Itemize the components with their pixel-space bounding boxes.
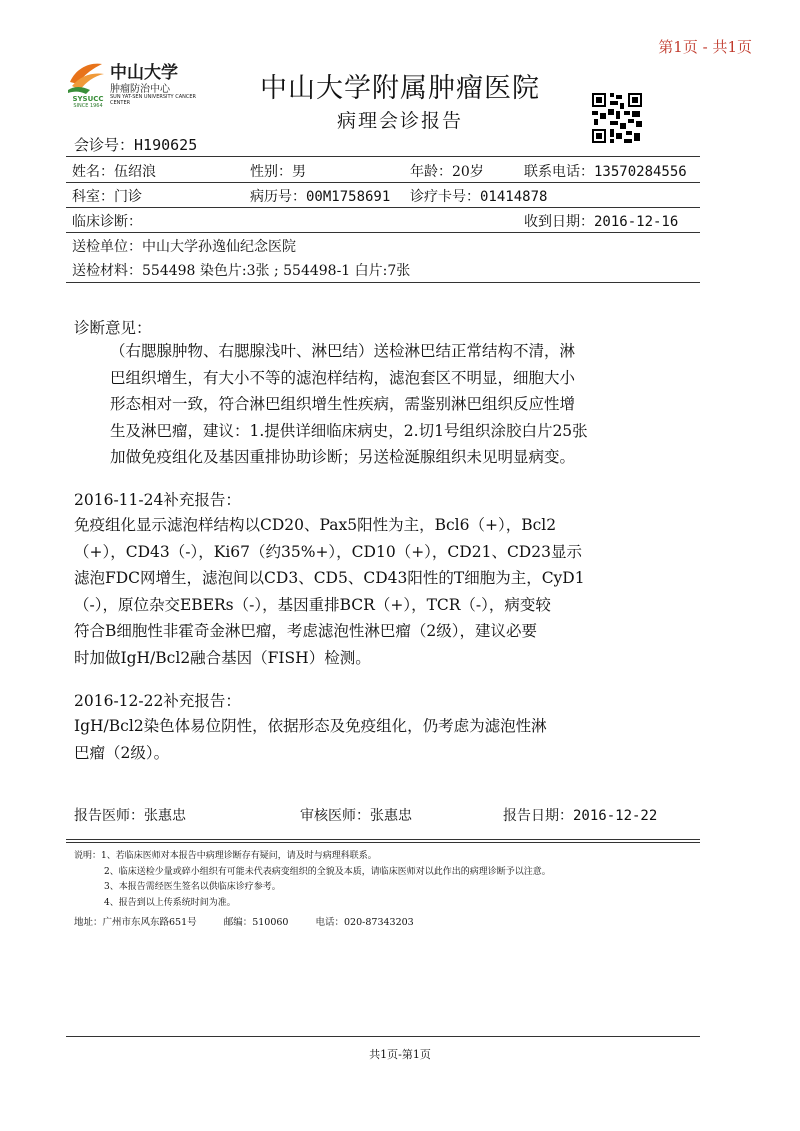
divider [66, 842, 700, 843]
patient-row-2 [72, 183, 698, 207]
patient-gender: 性别：男 [250, 164, 306, 180]
patient-record-no: 病历号：00M1758691 [250, 189, 391, 205]
text-line: 生及淋巴瘤，建议：1.提供详细临床病史，2.切1号组织涂胶白片25张 [110, 421, 588, 440]
clinical-diagnosis-label: 临床诊断： [72, 214, 142, 230]
patient-row-3 [72, 208, 698, 232]
hospital-name: 中山大学附属肿瘤医院 [260, 73, 540, 104]
received-date: 收到日期：2016-12-16 [524, 214, 679, 230]
diagnosis-text [110, 338, 700, 471]
note-item: 2、临床送检少量或碎小组织有可能未代表病变组织的全貌及本质，请临床医师对以此作出的病理诊断予以注意。 [104, 866, 551, 877]
supplement-2-text [74, 713, 700, 766]
text-line: 时加做IgH/Bcl2融合基因（FISH）检测。 [74, 648, 371, 667]
text-line: （+），CD43（-），Ki67（约35%+），CD10（+），CD21、CD23显示 [74, 542, 582, 561]
patient-dept: 科室：门诊 [72, 189, 142, 205]
text-line: 滤泡FDC网增生，滤泡间以CD3、CD5、CD43阳性的T细胞为主，CyD1 [74, 569, 585, 587]
report-date: 报告日期：2016-12-22 [503, 808, 658, 824]
text-line: 形态相对一致，符合淋巴组织增生性疾病，需鉴别淋巴组织反应性增 [110, 395, 576, 413]
patient-phone: 联系电话：13570284556 [524, 164, 687, 180]
text-line: 符合B细胞性非霍奇金淋巴瘤，考虑滤泡性淋巴瘤（2级），建议必要 [74, 622, 538, 640]
patient-card-no: 诊疗卡号：01414878 [410, 189, 548, 205]
diagnosis-heading: 诊断意见： [74, 319, 152, 337]
consult-number-label: 会诊号： [74, 136, 135, 154]
note-item: 3、本报告需经医生签名以供临床诊疗参考。 [104, 882, 281, 892]
patient-row-1 [72, 158, 698, 182]
text-line: 巴瘤（2级）。 [74, 743, 170, 762]
consult-number [74, 134, 197, 155]
divider [66, 839, 700, 840]
logo-since: SINCE 1964 [73, 102, 103, 109]
patient-age: 年龄：20岁 [410, 164, 484, 180]
patient-name: 姓名：伍绍浪 [72, 164, 156, 180]
notes-label: 说明： [74, 851, 102, 861]
divider [66, 156, 700, 157]
patient-row-5 [72, 257, 698, 281]
text-line: 加做免疫组化及基因重排协助诊断；另送检涎腺组织未见明显病变。 [110, 448, 576, 466]
notes [74, 849, 551, 911]
supplement-2-heading: 2016-12-22补充报告： [74, 692, 241, 710]
note-item: 4、报告到以上传系统时间为准。 [104, 897, 236, 908]
text-line: （-），原位杂交EBERs（-），基因重排BCR（+），TCR（-），病变较 [74, 595, 551, 614]
sent-material: 送检材料：554498 染色片:3张 ; 554498-1 白片:7张 [72, 263, 411, 279]
logo-subname: 肿瘤防治中心 [110, 84, 170, 95]
page-footer: 共1页-第1页 [369, 1048, 431, 1061]
reviewer-signature: 审核医师：张惠忠 [300, 808, 412, 824]
divider [66, 282, 700, 283]
consult-number-value: H190625 [134, 136, 198, 154]
supplement-1-text [74, 512, 700, 671]
logo-abbr: SYSUCC [72, 95, 104, 103]
reporter-signature: 报告医师：张惠忠 [74, 808, 186, 824]
footer-divider [66, 1036, 700, 1037]
logo-name: 中山大学 [110, 63, 178, 83]
text-line: 免疫组化显示滤泡样结构以CD20、Pax5阳性为主，Bcl6（+），Bcl2 [74, 516, 557, 534]
text-line: IgH/Bcl2染色体易位阴性，依据形态及免疫组化，仍考虑为滤泡性淋 [74, 717, 547, 735]
patient-row-4 [72, 233, 698, 257]
sending-unit: 送检单位：中山大学孙逸仙纪念医院 [72, 239, 296, 255]
text-line: （右腮腺肿物、右腮腺浅叶、淋巴结）送检淋巴结正常结构不清，淋 [110, 342, 576, 360]
qr-code-icon [592, 93, 642, 143]
page-indicator: 第1页 - 共1页 [658, 38, 752, 56]
text-line: 巴组织增生，有大小不等的滤泡样结构，滤泡套区不明显，细胞大小 [110, 368, 576, 387]
note-item: 1、若临床医师对本报告中病理诊断存有疑问，请及时与病理科联系。 [101, 851, 377, 861]
report-title: 病理会诊报告 [336, 110, 463, 132]
logo-english-name: SUN YAT-SEN UNIVERSITY CANCER CENTER [110, 94, 196, 106]
supplement-1-heading: 2016-11-24补充报告： [74, 491, 241, 509]
hospital-address: 地址：广州市东风东路651号 邮编：510060 电话：020-87343203 [74, 917, 414, 928]
